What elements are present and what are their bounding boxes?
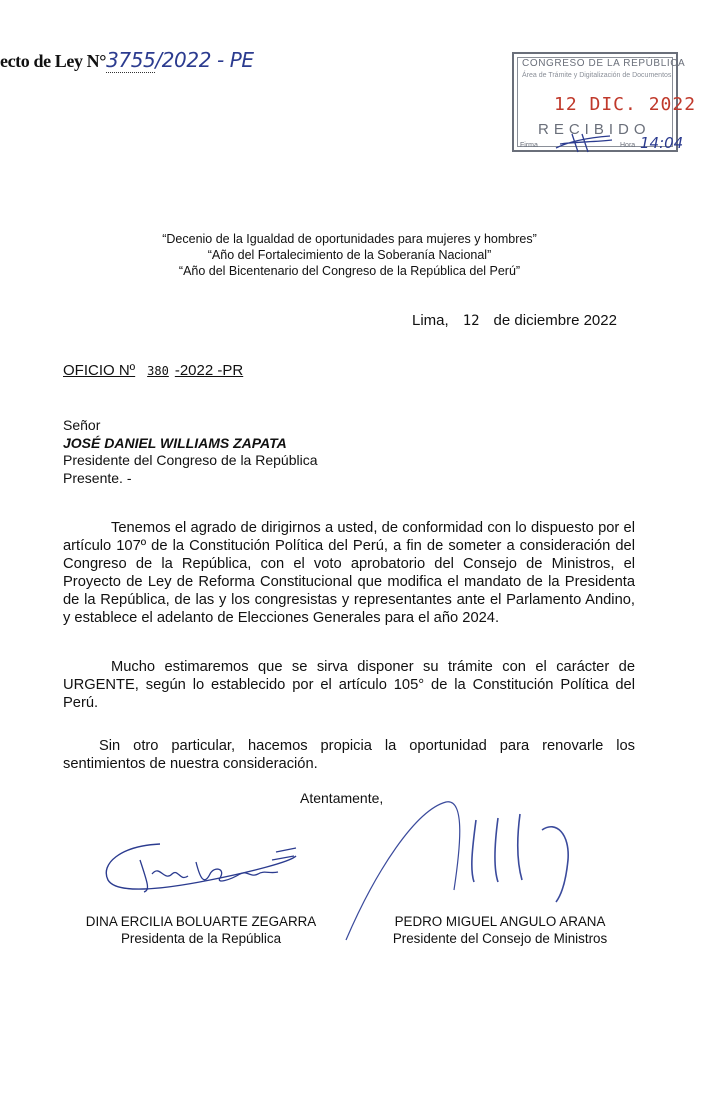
- oficio-suffix: -2022 -PR: [174, 362, 244, 379]
- decenio-line-1: “Decenio de la Igualdad de oportunidades para mujeres y hombres”: [162, 232, 537, 246]
- stamp-initials-scribble: [554, 132, 614, 154]
- received-stamp: [512, 52, 697, 152]
- addressee-block: [63, 417, 318, 487]
- salutation: Señor: [63, 417, 101, 433]
- decenio-line-3: “Año del Bicentenario del Congreso de la República del Perú”: [178, 264, 521, 278]
- stamp-institution: CONGRESO DE LA REPÚBLICA: [522, 58, 686, 69]
- oficio-number: [63, 362, 243, 379]
- signature-boluarte: [100, 834, 320, 904]
- stamp-area: Área de Trámite y Digitalización de Documentos: [522, 72, 672, 79]
- signatory-1: [70, 913, 332, 947]
- stamp-hora-label: Hora: [620, 142, 636, 149]
- body-paragraph-3: [63, 737, 635, 773]
- signatory-2-name: PEDRO MIGUEL ANGULO ARANA: [394, 914, 606, 929]
- stamp-hora-value: 14:04: [640, 134, 684, 152]
- closing: Atentamente,: [300, 790, 384, 806]
- date-day: 12: [462, 313, 480, 329]
- decenio-line-2: “Año del Fortalecimiento de la Soberanía Nacional”: [207, 248, 492, 262]
- signatory-2: [380, 913, 620, 947]
- proyecto-suffix: /2022 - PE: [155, 48, 254, 72]
- signatory-1-name: DINA ERCILIA BOLUARTE ZEGARRA: [85, 914, 317, 929]
- paragraph-text: Sin otro particular, hacemos propicia la oportunidad para renovarle los sentimientos de nuestra consideración.: [63, 738, 635, 772]
- stamp-firma-label: Firma: [520, 142, 538, 149]
- proyecto-number: 3755: [106, 48, 156, 72]
- date-month-year: de diciembre 2022: [493, 312, 617, 329]
- paragraph-text: Tenemos el agrado de dirigirnos a usted, de conformidad con lo dispuesto por el artículo 107º de la Constitución Política del Perú, a fin de someter a consideración del Congreso de la República, con el voto aprobatorio del Consejo de Ministros, el Proyecto de Ley de Reforma Constitucional que modifica el mandato de la Presidenta de la República, de las y los congresistas y representantes ante el Parlamento Andino, y establece el adelanto de Elecciones Generales para el año 2024.: [63, 520, 635, 626]
- proyecto-label: ecto de Ley N°: [0, 51, 107, 71]
- paragraph-text: Mucho estimaremos que se sirva disponer su trámite con el carácter de URGENTE, según lo establecido por el artículo 105° de la Constitución Política del Perú.: [63, 659, 635, 711]
- stamp-status: RECIBIDO: [538, 121, 651, 138]
- proyecto-header: [0, 48, 254, 72]
- letter-date: [412, 312, 617, 329]
- body-paragraph-1: [63, 519, 635, 627]
- signatory-1-role: Presidenta de la República: [120, 931, 282, 946]
- body-paragraph-2: [63, 658, 635, 712]
- oficio-label: OFICIO Nº: [63, 362, 136, 379]
- decenio-heading: [0, 231, 719, 279]
- addressee-name: JOSÉ DANIEL WILLIAMS ZAPATA: [63, 434, 287, 451]
- oficio-num: 380: [147, 364, 169, 378]
- addressee-title: Presidente del Congreso de la República: [63, 452, 318, 468]
- addressee-presente: Presente. -: [63, 469, 132, 486]
- stamp-date: 12 DIC. 2022: [554, 94, 697, 115]
- date-city: Lima,: [412, 312, 449, 329]
- signatory-2-role: Presidente del Consejo de Ministros: [392, 931, 608, 946]
